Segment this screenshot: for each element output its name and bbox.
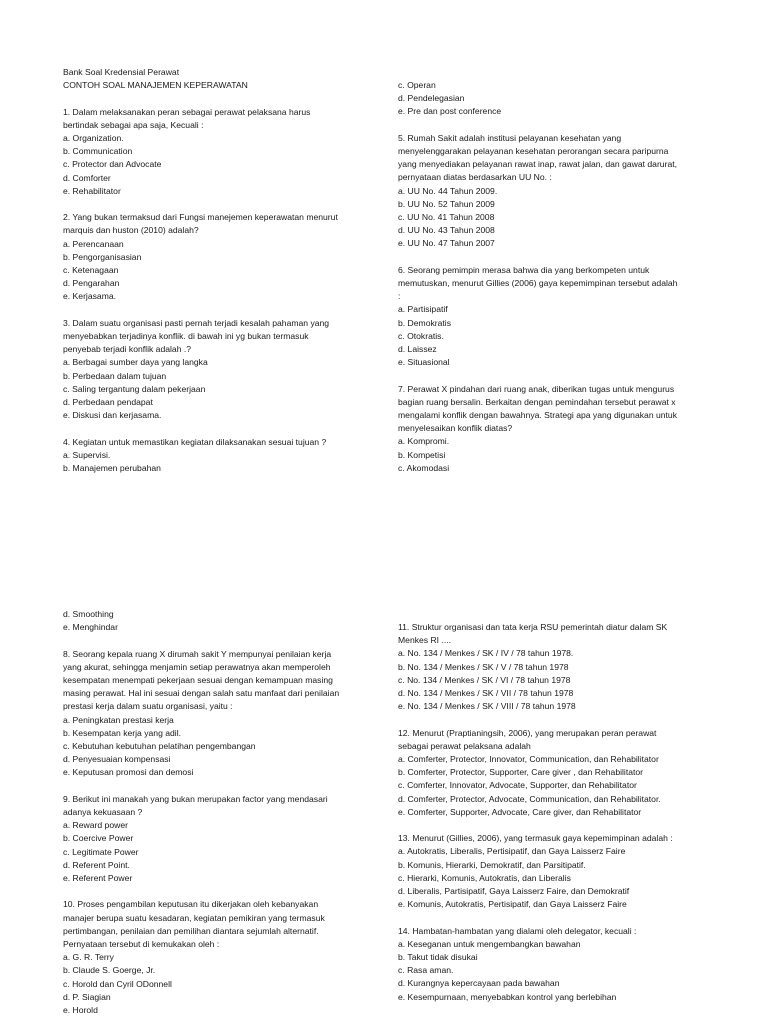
option: c. UU No. 41 Tahun 2008: [398, 212, 495, 223]
option: d. Pendelegasian: [398, 93, 465, 104]
option: e. Comferter, Supporter, Advocate, Care giver, dan Rehabilitator: [398, 806, 642, 817]
column-top-left: [63, 66, 373, 475]
question-text: menyelenggarakan pelayanan kesehatan perorangan secara paripurna: [398, 146, 669, 156]
question-13: [398, 832, 718, 911]
option: a. Reward power: [63, 820, 128, 831]
question-5: [398, 132, 718, 251]
option: d. UU No. 43 Tahun 2008: [398, 225, 495, 236]
question-14: [398, 925, 718, 1004]
option: c. Operan: [398, 80, 436, 90]
option: b. Comferter, Protector, Supporter, Care giver , dan Rehabilitator: [398, 767, 644, 778]
option: c. Hierarki, Komunis, Autokratis, dan Liberalis: [398, 872, 571, 883]
question-2: [63, 211, 373, 303]
question-text: 6. Seorang pemimpin merasa bahwa dia yang berkompeten untuk: [398, 264, 650, 275]
option: d. Referent Point.: [63, 859, 130, 870]
option: b. Takut tidak disukai: [398, 952, 478, 963]
question-text: yang akurat, sehingga menjamin setiap perawatnya akan memperoleh: [63, 661, 331, 672]
option: a. Kompromi.: [398, 436, 450, 447]
option: b. Perbedaan dalam tujuan: [63, 370, 167, 381]
option: e. Menghindar: [63, 622, 118, 633]
question-7: [398, 383, 718, 475]
question-text: 10. Proses pengambilan keputusan itu dikerjakan oleh kebanyakan: [63, 899, 319, 910]
option: e. Diskusi dan kerjasama.: [63, 410, 162, 421]
option: d. Kurangnya kepercayaan pada bawahan: [398, 978, 560, 989]
question-1: [63, 106, 373, 198]
option: a. Organization.: [63, 133, 124, 143]
question-text: Pernyataan tersebut di kemukakan oleh :: [63, 939, 220, 950]
question-text: 8. Seorang kepala ruang X dirumah sakit Y mempunyai penilaian kerja: [63, 648, 332, 659]
header-line-2: CONTOH SOAL MANAJEMEN KEPERAWATAN: [63, 80, 248, 91]
question-text: Menkes RI ....: [398, 635, 452, 646]
option: e. Kerjasama.: [63, 291, 117, 302]
question-text: prestasi kerja dalam suatu organisasi, yaitu :: [63, 701, 233, 712]
question-text: 7. Perawat X pindahan dari ruang anak, diberikan tugas untuk mengurus: [398, 383, 675, 394]
question-text: menyebabkan terjadinya konflik. di bawah ini yg bukan termasuk: [63, 331, 309, 342]
question-text: 9. Berikut ini manakah yang bukan merupakan factor yang mendasari: [63, 793, 328, 804]
option: c. Rasa aman.: [398, 965, 454, 976]
question-text: 12. Menurut (Praptianingsih, 2006), yang merupakan peran perawat: [398, 727, 657, 738]
question-text: penyebab terjadi konflik adalah .?: [63, 344, 192, 355]
question-6: [398, 264, 718, 370]
option: c. Legitimate Power: [63, 846, 139, 857]
option: c. Otokratis.: [398, 330, 444, 341]
question-text: 13. Menurut (Gillies, 2006), yang termasuk gaya kepemimpinan adalah :: [398, 833, 673, 844]
option: c. Kebutuhan kebutuhan pelatihan pengembangan: [63, 741, 256, 752]
option: e. Referent Power: [63, 873, 133, 884]
question-text: 11. Struktur organisasi dan tata kerja RSU pemerintah diatur dalam SK: [398, 622, 668, 632]
option: d. Laissez: [398, 344, 437, 355]
option: b. Kesempatan kerja yang adil.: [63, 727, 181, 738]
option: e. Situasional: [398, 357, 450, 368]
option: a. Partisipatif: [398, 304, 448, 315]
option: e. UU No. 47 Tahun 2007: [398, 238, 495, 249]
option: b. Kompetisi: [398, 449, 446, 460]
option: c. Protector dan Advocate: [63, 159, 162, 170]
option: a. Peningkatan prestasi kerja: [63, 714, 174, 725]
question-text: kesempatan menempati pekerjaan sesuai dengan kemampuan masing: [63, 675, 333, 685]
option: c. Horold dan Cyril ODonnell: [63, 978, 172, 989]
question-text: marquis dan huston (2010) adalah?: [63, 225, 199, 236]
column-bottom-right: [398, 621, 718, 1004]
option: b. No. 134 / Menkes / SK / V / 78 tahun 1978: [398, 661, 569, 672]
question-text: sebagai perawat pelaksana adalah: [398, 740, 531, 751]
option: c. Saling tergantung dalam pekerjaan: [63, 383, 206, 394]
option: d. Pengarahan: [63, 278, 120, 289]
question-9: [63, 793, 373, 885]
option: a. G. R. Terry: [63, 952, 114, 963]
option: a. Keseganan untuk mengembangkan bawahan: [398, 938, 581, 949]
option: d. Penyesuaian kompensasi: [63, 754, 171, 765]
option: c. Ketenagaan: [63, 265, 119, 276]
option: a. Autokratis, Liberalis, Pertisipatif, dan Gaya Laisserz Faire: [398, 846, 626, 857]
option: d. Smoothing: [63, 609, 114, 619]
question-text: manajer berupa suatu kesadaran, kegiatan pemikiran yang termasuk: [63, 912, 325, 923]
option: c. No. 134 / Menkes / SK / VI / 78 tahun 1978: [398, 674, 571, 685]
column-top-right: [398, 79, 718, 475]
option: d. Perbedaan pendapat: [63, 397, 153, 408]
option: a. Supervisi.: [63, 449, 111, 460]
option: d. Comforter: [63, 172, 111, 183]
question-text: masing perawat. Hal ini sesuai dengan salah satu manfaat dari penilaian: [63, 688, 340, 699]
option: e. Horold: [63, 1005, 98, 1016]
option: b. Communication: [63, 146, 133, 157]
option: a. Comferter, Protector, Innovator, Communication, dan Rehabilitator: [398, 754, 659, 765]
option: c. Akomodasi: [398, 462, 450, 473]
option: d. Liberalis, Partisipatif, Gaya Laisserz Faire, dan Demokratif: [398, 886, 630, 897]
question-text: 2. Yang bukan termaksud dari Fungsi manejemen keperawatan menurut: [63, 212, 338, 223]
option: b. Coercive Power: [63, 833, 134, 844]
option: b. Komunis, Hierarki, Demokratif, dan Parsitipatif.: [398, 859, 586, 870]
question-text: 14. Hambatan-hambatan yang dialami oleh delegator, kecuali :: [398, 925, 637, 936]
option: a. Berbagai sumber daya yang langka: [63, 357, 208, 368]
question-text: yang menyediakan pelayanan rawat inap, rawat jalan, dan gawat darurat,: [398, 159, 677, 170]
option: b. Pengorganisasian: [63, 251, 142, 262]
option: a. Perencanaan: [63, 238, 124, 249]
question-text: menyelesaikan konflik diatas?: [398, 423, 513, 434]
question-text: memutuskan, menurut Gillies (2006) gaya kepemimpinan tersebut adalah: [398, 278, 678, 289]
question-text: 4. Kegiatan untuk memastikan kegiatan dilaksanakan sesuai tujuan ?: [63, 436, 327, 447]
question-text: mengalami konflik dengan bawahnya. Strategi apa yang digunakan untuk: [398, 410, 678, 421]
column-bottom-left: [63, 608, 373, 1017]
option: d. P. Siagian: [63, 991, 111, 1002]
question-text: bertindak sebagai apa saja, Kecuali :: [63, 119, 204, 130]
option: e. Pre dan post conference: [398, 106, 502, 117]
option: e. Rehabilitator: [63, 185, 121, 196]
question-text: bagian ruang bersalin. Berkaitan dengan pemindahan tersebut perawat x: [398, 396, 676, 407]
option: a. No. 134 / Menkes / SK / IV / 78 tahun 1978.: [398, 648, 574, 659]
question-text: pertimbangan, penilaian dan pemilihan diantara sejumlah alternatif.: [63, 925, 319, 936]
question-text: :: [398, 291, 401, 302]
question-4: [63, 436, 373, 476]
header-line-1: Bank Soal Kredensial Perawat: [63, 67, 180, 77]
option: b. Claude S. Goerge, Jr.: [63, 965, 156, 976]
question-8: [63, 648, 373, 780]
question-text: 5. Rumah Sakit adalah institusi pelayanan kesehatan yang: [398, 132, 622, 143]
question-3: [63, 317, 373, 423]
option: b. UU No. 52 Tahun 2009: [398, 198, 495, 209]
option: e. Keputusan promosi dan demosi: [63, 767, 194, 778]
question-12: [398, 727, 718, 819]
option: e. Kesempurnaan, menyebabkan kontrol yang berlebihan: [398, 991, 617, 1002]
option: c. Comferter, Innovator, Advocate, Supporter, dan Rehabilitator: [398, 780, 637, 791]
question-text: 1. Dalam melaksanakan peran sebagai perawat pelaksana harus: [63, 106, 311, 117]
question-text: pernyataan diatas berdasarkan UU No. :: [398, 172, 552, 183]
option: d. No. 134 / Menkes / SK / VII / 78 tahun 1978: [398, 688, 574, 699]
question-11: [398, 621, 718, 713]
question-10: [63, 898, 373, 1017]
question-text: 3. Dalam suatu organisasi pasti pernah terjadi kesalah pahaman yang: [63, 317, 330, 328]
question-text: adanya kekuasaan ?: [63, 807, 143, 818]
option: b. Manajemen perubahan: [63, 463, 161, 474]
option: e. No. 134 / Menkes / SK / VIII / 78 tahun 1978: [398, 701, 576, 712]
option: b. Demokratis: [398, 317, 452, 328]
option: e. Komunis, Autokratis, Pertisipatif, dan Gaya Laisserz Faire: [398, 899, 627, 910]
option: a. UU No. 44 Tahun 2009.: [398, 185, 498, 196]
option: d. Comferter, Protector, Advocate, Communication, dan Rehabilitator.: [398, 793, 661, 804]
